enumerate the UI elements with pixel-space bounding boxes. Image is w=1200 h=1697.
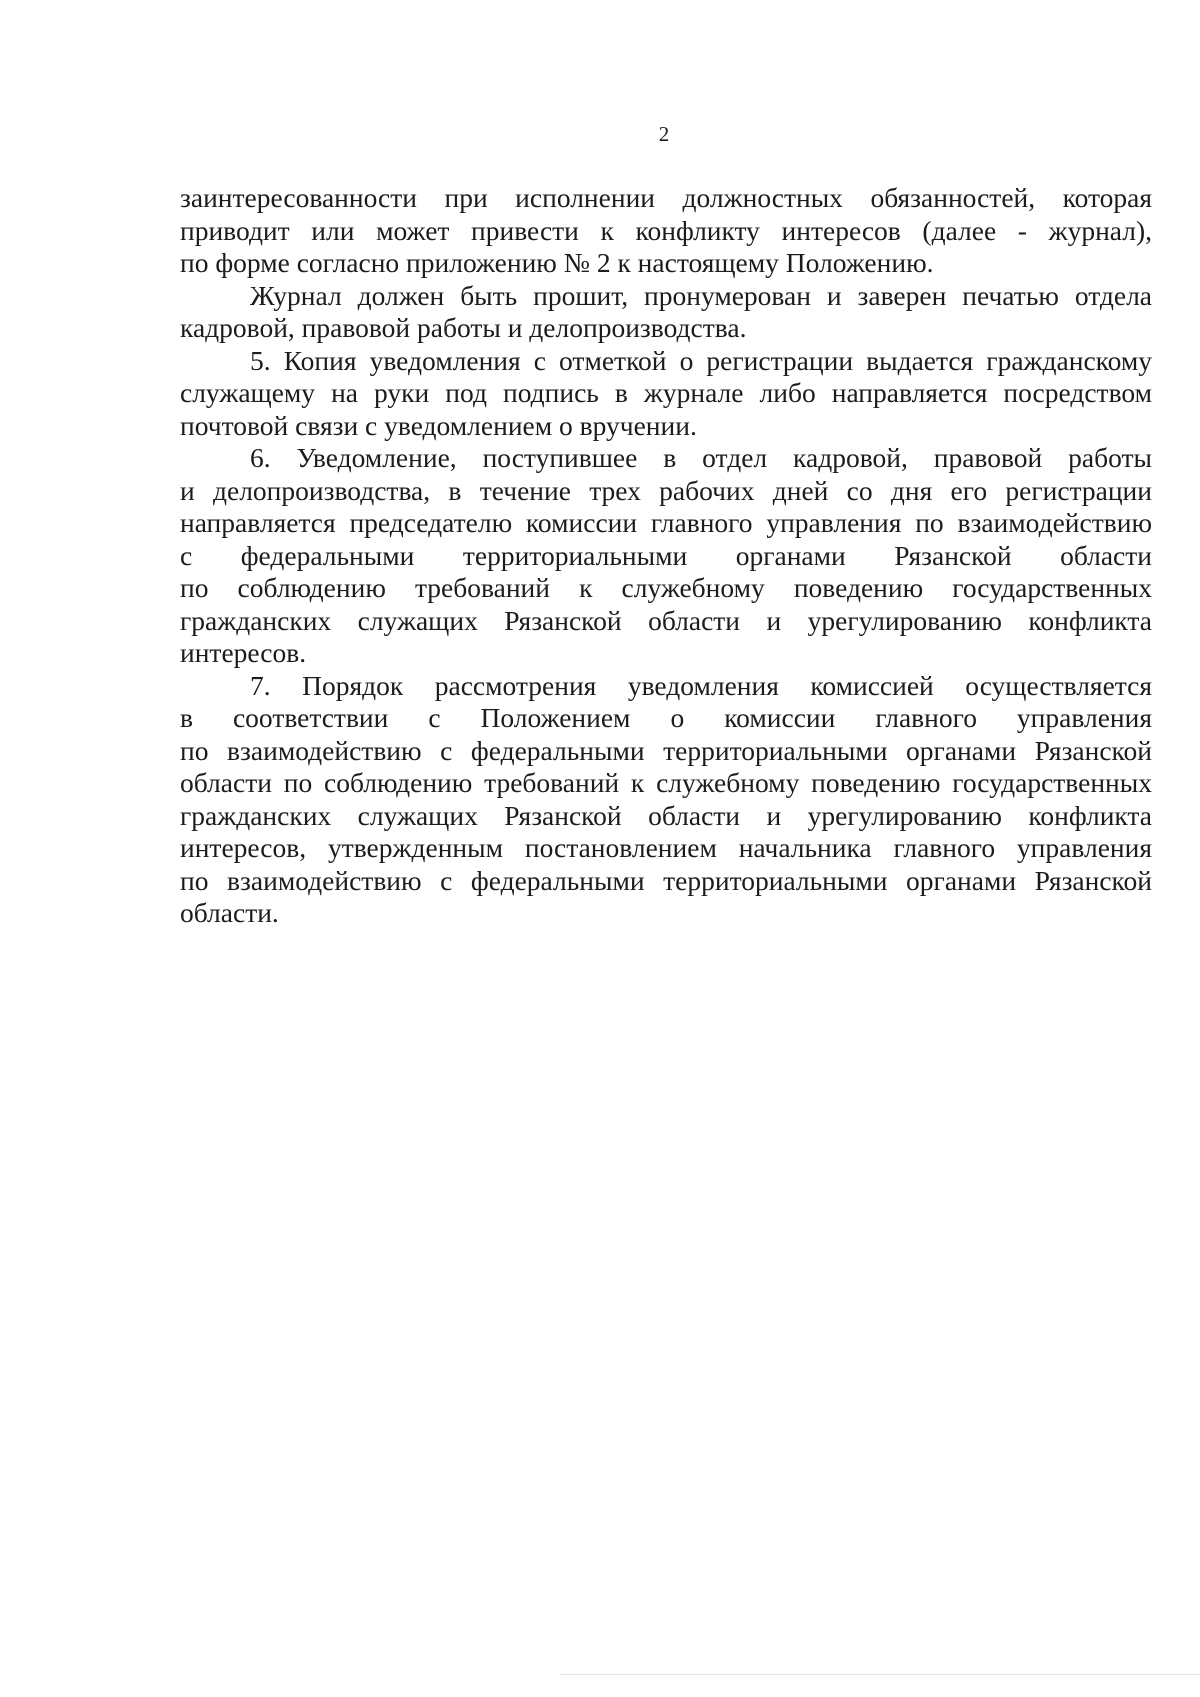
text-line: интересов. [180, 637, 307, 668]
text-line: по взаимодействию с федеральными территориальными органами Рязанской [180, 734, 1152, 766]
text-line: гражданских служащих Рязанской области и урегулированию конфликта [180, 799, 1152, 831]
text-line: почтовой связи с уведомлением о вручении. [180, 409, 697, 441]
text-line: в соответствии с Положением о комиссии главного управления [180, 702, 1152, 733]
paragraph-item-6 [180, 442, 1152, 670]
text-line: направляется председателю комиссии главного управления по взаимодействию [180, 507, 1152, 538]
paragraph-journal [180, 280, 1152, 345]
text-line: кадровой, правовой работы и делопроизводства. [180, 312, 747, 343]
text-line: интересов, утвержденным постановлением начальника главного управления [180, 832, 1152, 863]
paragraph-continuation [180, 182, 1152, 280]
text-line: служащему на руки под подпись в журнале либо направляется посредством [180, 377, 1152, 408]
text-line: с федеральными территориальными органами Рязанской области [180, 539, 1152, 571]
paragraph-item-7 [180, 670, 1152, 930]
text-line: гражданских служащих Рязанской области и урегулированию конфликта [180, 604, 1152, 636]
text-line: 7. Порядок рассмотрения уведомления комиссией осуществляется [250, 669, 1152, 701]
text-line: области. [180, 897, 279, 928]
text-line: по форме согласно приложению № 2 к настоящему Положению. [180, 247, 934, 278]
document-body [180, 182, 1152, 930]
scan-edge-line [560, 1674, 1200, 1675]
paragraph-item-5 [180, 345, 1152, 443]
text-line: области по соблюдению требований к служебному поведению государственных [180, 767, 1152, 798]
text-line: 6. Уведомление, поступившее в отдел кадровой, правовой работы [250, 442, 1152, 473]
text-line: заинтересованности при исполнении должностных обязанностей, которая [180, 182, 1152, 213]
text-line: и делопроизводства, в течение трех рабочих дней со дня его регистрации [180, 474, 1152, 506]
text-line: Журнал должен быть прошит, пронумерован и заверен печатью отдела [250, 279, 1152, 311]
text-line: приводит или может привести к конфликту интересов (далее - журнал), [180, 214, 1152, 246]
text-line: по взаимодействию с федеральными территориальными органами Рязанской [180, 864, 1152, 896]
page-number: 2 [658, 122, 670, 146]
text-line: 5. Копия уведомления с отметкой о регистрации выдается гражданскому [250, 344, 1152, 376]
text-line: по соблюдению требований к служебному поведению государственных [180, 572, 1152, 603]
